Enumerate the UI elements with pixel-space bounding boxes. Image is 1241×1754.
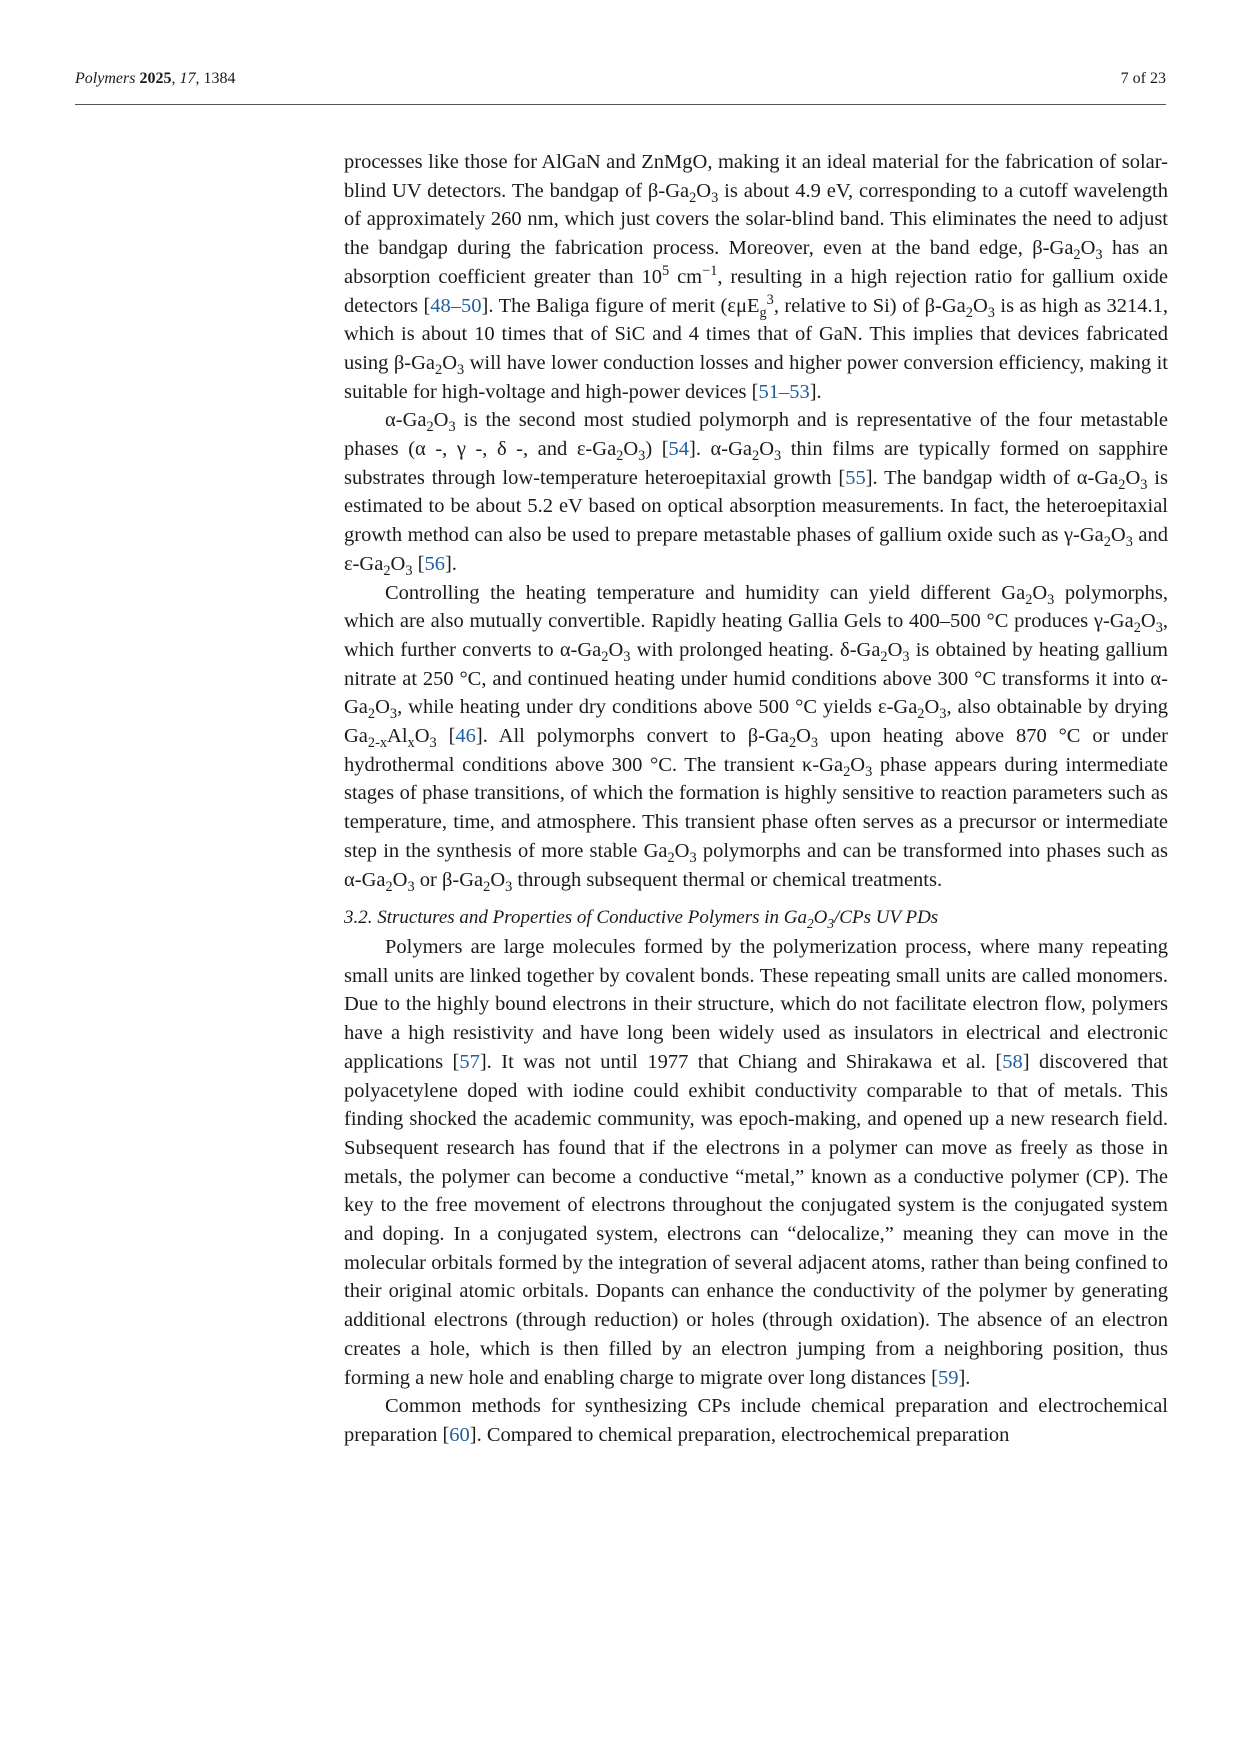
citation-link[interactable]: 60 xyxy=(449,1423,470,1446)
article-number: 1384 xyxy=(203,70,236,87)
paragraph-4: Polymers are large molecules formed by the polymerization process, where many repeating small units are linked together by covalent bonds. These repeating small units are called monomers. Due to the highly bound electrons in their structure, which do not facilitate electron flow, polymers have a high resistivity and have long been widely used as insulators in electrical and electronic applications [57]. It was not until 1977 that Chiang and Shirakawa et al. [58] discovered that polyacetylene doped with iodine could exhibit conductivity comparable to that of metals. This finding shocked the academic community, was epoch-making, and opened up a new research field. Subsequent research has found that if the electrons in a polymer can move as freely as those in metals, the polymer can become a conductive “metal,” known as a conductive polymer (CP). The key to the free movement of electrons throughout the conjugated system is the conjugated system and doping. In a conjugated system, electrons can “delocalize,” meaning they can move in the molecular orbitals formed by the integration of several adjacent atoms, rather than being confined to their original atomic orbitals. Dopants can enhance the conductivity of the polymer by generating additional electrons (through reduction) or holes (through oxidation). The absence of an electron creates a hole, which is then filled by an electron jumping from a neighboring position, thus forming a new hole and enabling charge to migrate over long distances [59]. xyxy=(344,935,1168,1389)
citation-link[interactable]: 51–53 xyxy=(758,380,810,403)
heading-pre: 3.2. Structures and Properties of Conductive Polymers in Ga xyxy=(344,907,807,929)
journal-year: 2025 xyxy=(139,70,172,87)
citation-link[interactable]: 48–50 xyxy=(430,294,482,317)
citation-link[interactable]: 55 xyxy=(845,466,866,489)
citation-link[interactable]: 59 xyxy=(937,1366,959,1389)
page-number: 7 of 23 xyxy=(1120,70,1166,87)
citation-link[interactable]: 58 xyxy=(1002,1050,1023,1073)
page-header xyxy=(75,70,1166,105)
journal-volume: 17 xyxy=(179,70,196,87)
paragraph-3: Controlling the heating temperature and humidity can yield different $Ga_2O_3$ polymorphs, which are also mutually convertible. Rapidly heating Gallia Gels to 400–500 °C produces $\gamma-Ga_2O_3$, which further converts to $\alpha-Ga_2O_3$ with prolonged heating. $\delta-Ga_2O_3$ is obtained by heating gallium nitrate at 250 °C, and continued heating under humid conditions above 300 °C transforms it into $\alpha-Ga_2O_3$, while heating under dry conditions above 500 °C yields $\varepsilon-Ga_2O_3$, also obtainable by drying $Ga_{2-x}Al_xO_3$ [46]. All polymorphs convert to $\beta-Ga_2O_3$ upon heating above 870 °C or under hydrothermal conditions above 300 °C. The transient $\kappa-Ga_2O_3$ phase appears during intermediate stages of phase transitions, of which the formation is highly sensitive to reaction parameters such as temperature, time, and atmosphere. This transient phase often serves as a precursor or intermediate step in the synthesis of more stable $Ga_2O_3$ polymorphs and can be transformed into phases such as $\alpha-Ga_2O_3$ or $\beta-Ga_2O_3$ through subsequent thermal or chemical treatments. xyxy=(344,581,1169,895)
paragraph-2: $\alpha-Ga_2O_3$ is the second most studied polymorph and is representative of the four metastable phases (α -, γ -, δ -, and $\varepsilon-Ga_2O_3$) [54]. $\alpha-Ga_2O_3$ thin films are typically formed on sapphire substrates through low-temperature heteroepitaxial growth [55]. The bandgap width of $\alpha-Ga_2O_3$ is estimated to be about 5.2 eV based on optical absorption measurements. In fact, the heteroepitaxial growth method can also be used to prepare metastable phases of gallium oxide such as $\gamma-Ga_2O_3$ and $\varepsilon-Ga_2O_3$ [56]. xyxy=(344,409,1168,579)
journal-name: Polymers xyxy=(75,70,136,87)
section-heading-3-2: 3.2. Structures and Properties of Conductive Polymers in $Ga_2O_3$/CPs UV PDs xyxy=(344,907,939,932)
journal-citation: Polymers 2025, 17, 1384 xyxy=(75,70,236,87)
article-body xyxy=(344,148,1168,1450)
heading-mid: O xyxy=(813,907,828,929)
paragraph-5: Common methods for synthesizing CPs include chemical preparation and electrochemical preparation [60]. Compared to chemical preparation, electrochemical preparation xyxy=(344,1395,1168,1446)
heading-post: /CPs UV PDs xyxy=(834,907,939,929)
citation-link[interactable]: 46 xyxy=(455,725,476,748)
citation-link[interactable]: 56 xyxy=(424,552,445,575)
citation-link[interactable]: 54 xyxy=(668,438,690,461)
paragraph-1: processes like those for AlGaN and ZnMgO, making it an ideal material for the fabrication of solar-blind UV detectors. The bandgap of $\beta-Ga_2O_3$ is about 4.9 eV, corresponding to a cutoff wavelength of approximately 260 nm, which just covers the solar-blind band. This eliminates the need to adjust the bandgap during the fabrication process. Moreover, even at the band edge, $\beta-Ga_2O_3$ has an absorption coefficient greater than $10^5$ $cm^{-1}$, resulting in a high rejection ratio for gallium oxide detectors [48–50]. The Baliga figure of merit (εμE$_g^3$, relative to Si) of $\beta-Ga_2O_3$ is as high as 3214.1, which is about 10 times that of SiC and 4 times that of GaN. This implies that devices fabricated using $\beta-Ga_2O_3$ will have lower conduction losses and higher power conversion efficiency, making it suitable for high-voltage and high-power devices [51–53]. xyxy=(344,151,1169,403)
citation-link[interactable]: 57 xyxy=(459,1050,480,1073)
